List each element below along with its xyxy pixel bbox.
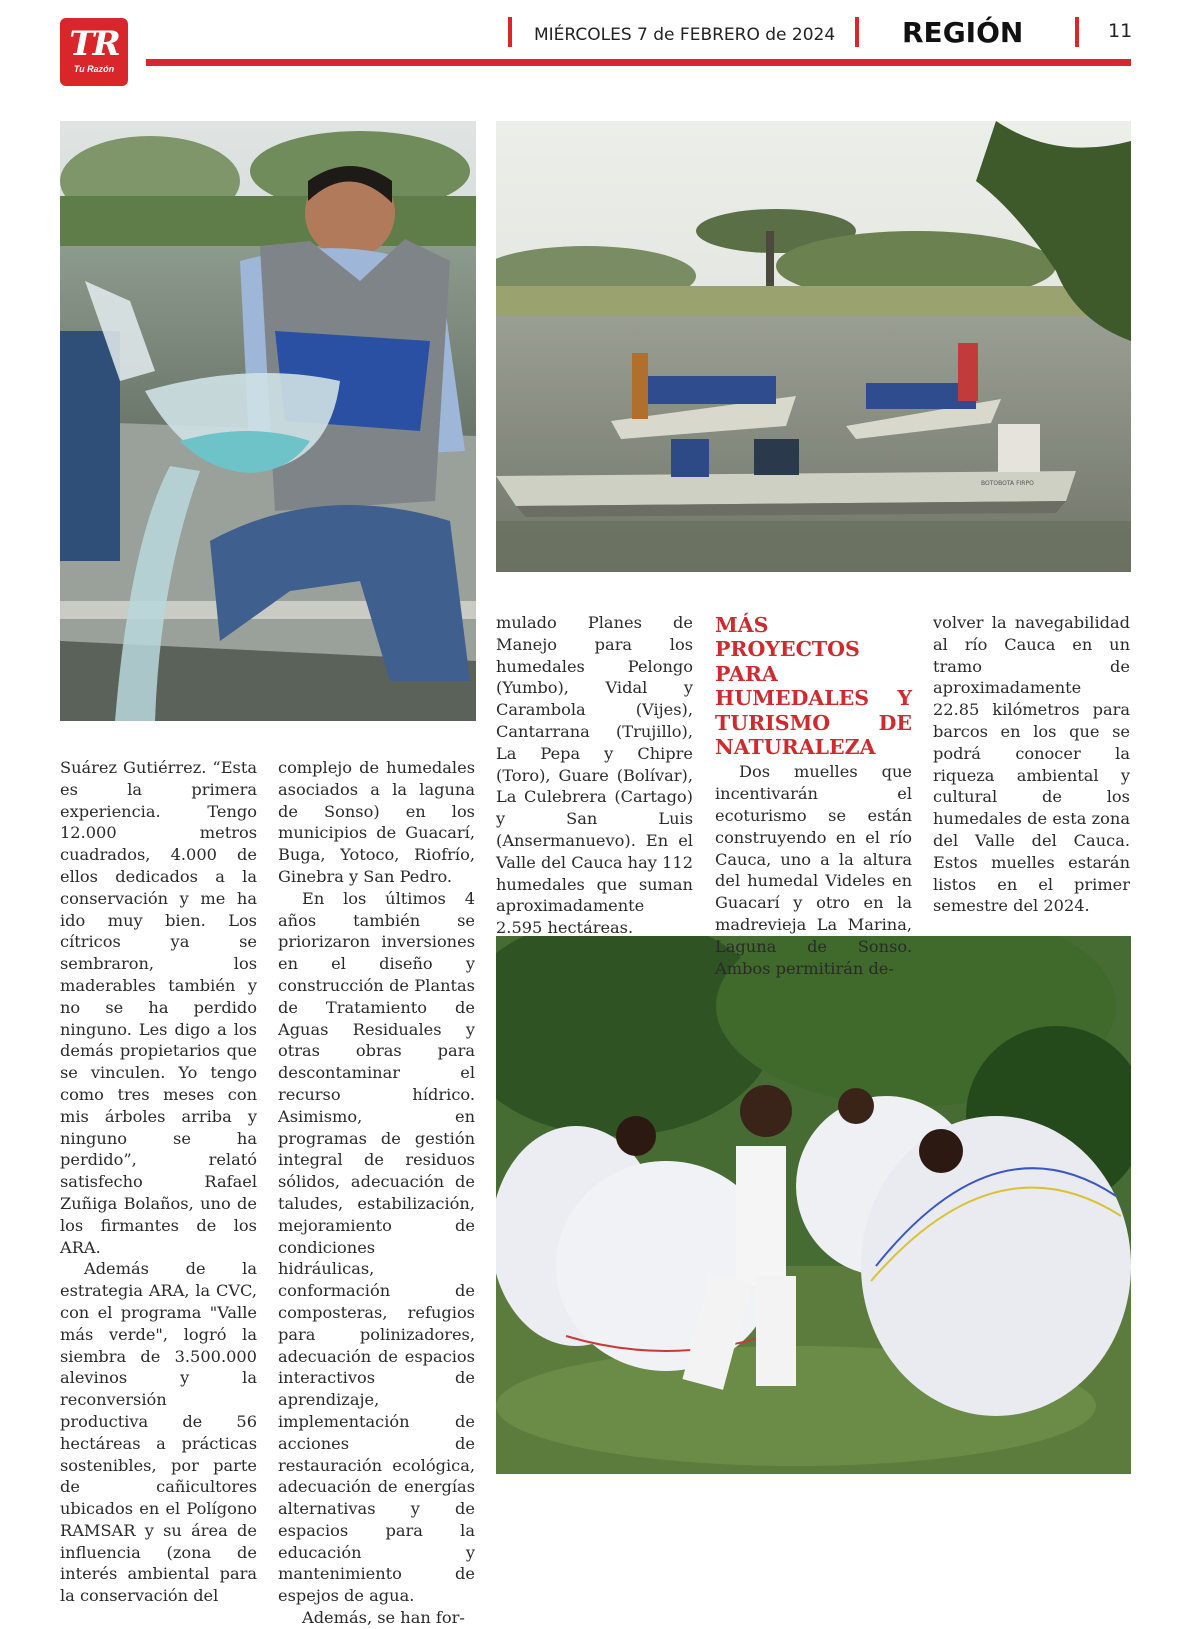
- brand-logo: [60, 18, 128, 86]
- issue-date: MIÉRCOLES 7 de FEBRERO de 2024: [534, 25, 836, 45]
- header-divider: [855, 17, 859, 47]
- article-column-3: [496, 612, 693, 939]
- article-column-1: [60, 757, 257, 1607]
- logo-tagline: Tu Razón: [73, 64, 115, 74]
- article-paragraph: complejo de humedales asociados a la laguna de Sonso) en los municipios de Guacarí, Buga, Yotoco, Riofrío, Ginebra y San Pedro.: [278, 758, 475, 886]
- article-paragraph: volver la navegabilidad al río Cauca en un tramo de aproximadamente 22.85 kilómetros para barcos en los que se podrá conocer la riqueza ambiental y cultural de los humedales de esta zona del Valle del Cauca. Estos muelles estarán listos en el primer semestre del 2024.: [933, 613, 1130, 916]
- logo-mark: TR: [69, 24, 119, 64]
- article-column-2: [278, 757, 475, 1629]
- article-paragraph: Además de la estrategia ARA, la CVC, con el programa "Valle más verde", logró la siembra de 3.500.000 alevinos y la reconversión productiva de 56 hectáreas a prácticas sostenibles, por parte de cañicultores ubicados en el Polígono RAMSAR y su área de influencia (zona de interés ambiental para la conservación del: [60, 1259, 257, 1606]
- section-title: REGIÓN: [902, 16, 1024, 49]
- article-paragraph: En los últimos 4 años también se priorizaron inversiones en el diseño y construcción de Plantas de Tratamiento de Aguas Residuales y otras obras para descontaminar el recurso hídrico. Asimismo, en programas de gestión integral de residuos sólidos, adecuación de taludes, estabilización, mejoramiento de condiciones hidráulicas, conformación de composteras, refugios para polinizadores, adecuación de espacios interactivos de aprendizaje, implementación de acciones de restauración ecológica, adecuación de energías alternativas y de espacios para la educación y mantenimiento de espejos de agua.: [278, 888, 475, 1606]
- article-paragraph: Dos muelles que incentivarán el ecoturismo se están construyendo en el río Cauca, uno a la altura del humedal Videles en Guacarí y otro en la madrevieja La Marina, Laguna de Sonso. Ambos permitirán de-: [715, 762, 912, 978]
- header-divider: [508, 17, 512, 47]
- article-paragraph: mulado Planes de Manejo para los humedales Pelongo (Yumbo), Vidal y Carambola (Vijes), Cantarrana (Trujillo), La Pepa y Chipre (Toro), Guare (Bolívar), La Culebrera (Cartago) y San Luis (Ansermanuevo). En el Valle del Cauca hay 112 humedales que suman aproximadamente 2.595 hectáreas.: [496, 613, 693, 938]
- header-divider: [1075, 17, 1079, 47]
- photo-fish-release: [60, 121, 476, 721]
- page-number: 11: [1108, 20, 1133, 42]
- article-column-5: [933, 612, 1130, 917]
- article-column-4: [715, 613, 912, 979]
- subheadline: MÁS PROYECTOS PARA HUMEDALES Y TURISMO DE NATURALEZA: [715, 613, 912, 760]
- header-rule: [146, 59, 1131, 66]
- article-paragraph: Suárez Gutiérrez. “Esta es la primera experiencia. Tengo 12.000 metros cuadrados, 4.000 de ellos dedicados a la conservación y me ha ido muy bien. Los cítricos ya se sembraron, los maderables también y no se ha perdido ninguno. Les digo a los demás propietarios que se vinculen. Yo tengo como tres meses con mis árboles arriba y ninguno se ha perdido”, relató satisfecho Rafael Zuñiga Bolaños, uno de los firmantes de los ARA.: [60, 758, 257, 1257]
- photo-dancers: [496, 936, 1131, 1474]
- article-paragraph: Además, se han for-: [302, 1608, 465, 1628]
- photo-boats-river: [496, 121, 1131, 572]
- boat-brand-text: BOTOBOTA FIRPO: [981, 480, 1034, 487]
